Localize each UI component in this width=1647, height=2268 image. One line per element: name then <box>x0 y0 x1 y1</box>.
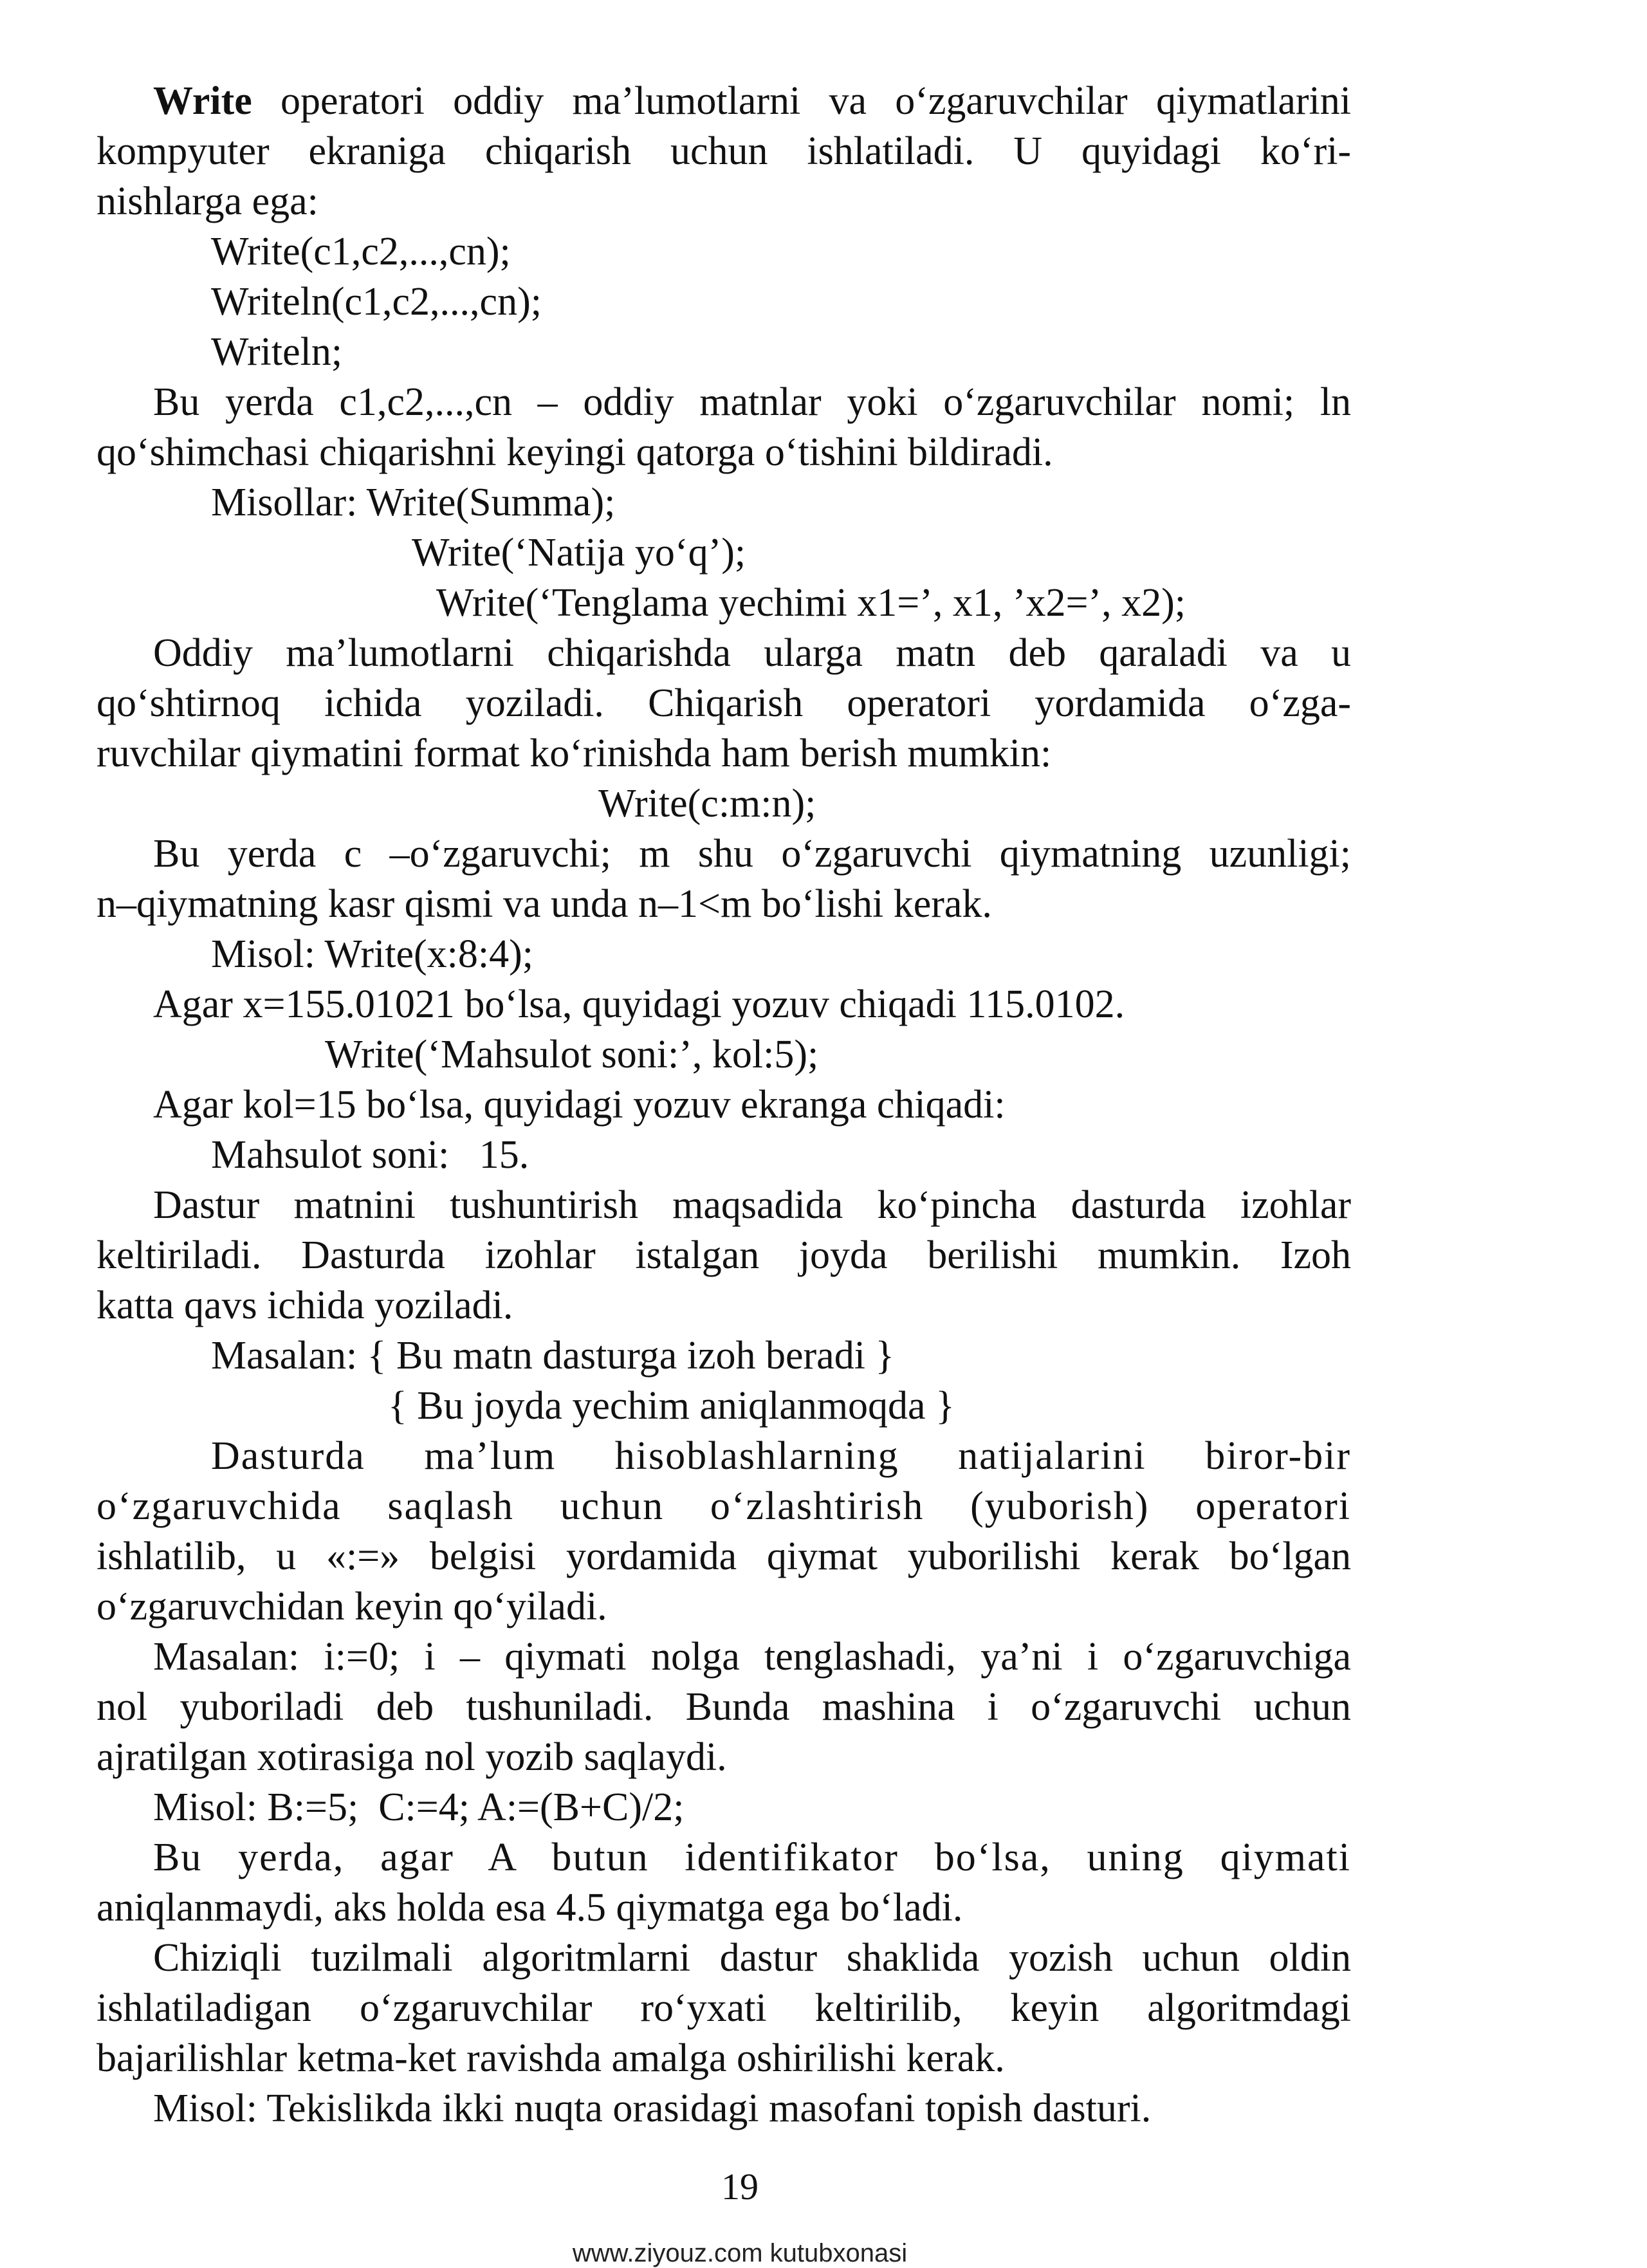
code-line: Masalan: { Bu matn dasturga izoh beradi } <box>211 1334 895 1378</box>
text-line: Bu yerda c1,c2,...,cn – oddiy matnlar yoki o‘zgaruvchilar nomi; ln <box>153 380 1351 424</box>
page-number: 19 <box>721 2166 759 2208</box>
code-line: Write(c1,c2,...,cn); <box>211 230 511 273</box>
text-line: Chiziqli tuzilmali algoritmlarni dastur shaklida yozish uchun oldin <box>153 1936 1351 1980</box>
text-line: bajarilishlar ketma-ket ravishda amalga oshirilishi kerak. <box>97 2036 1005 2080</box>
text-line: Agar kol=15 bo‘lsa, quyidagi yozuv ekranga chiqadi: <box>153 1083 1006 1127</box>
text-line: qo‘shimchasi chiqarishni keyingi qatorga o‘tishini bildiradi. <box>97 430 1053 474</box>
text-line: ajratilgan xotirasiga nol yozib saqlaydi. <box>97 1735 727 1779</box>
code-line: Write(‘Natija yo‘q’); <box>412 531 746 575</box>
text-line: o‘zgaruvchidan keyin qo‘yiladi. <box>97 1585 607 1628</box>
text-line: n–qiymatning kasr qismi va unda n–1<m bo‘lishi kerak. <box>97 882 992 926</box>
text-line: Masalan: i:=0; i – qiymati nolga tenglashadi, ya’ni i o‘zgaruvchiga <box>153 1635 1351 1679</box>
footer-url: www.ziyouz.com kutubxonasi <box>572 2239 908 2267</box>
code-line: Misol: Write(x:8:4); <box>211 932 533 976</box>
code-line: Writeln(c1,c2,...,cn); <box>211 280 542 324</box>
text-line: Bu yerda, agar A butun identifikator bo‘lsa, uning qiymati <box>153 1836 1351 1879</box>
text-line: kompyuter ekraniga chiqarish uchun ishlatiladi. U quyidagi ko‘ri- <box>97 129 1351 173</box>
code-line: Misol: B:=5; C:=4; A:=(B+C)/2; <box>153 1785 685 1829</box>
text-line: Oddiy ma’lumotlarni chiqarishda ularga matn deb qaraladi va u <box>153 631 1351 675</box>
code-line: { Bu joyda yechim aniqlanmoqda } <box>388 1384 955 1428</box>
text-line: Dasturda ma’lum hisoblashlarning natijalarini biror-bir <box>211 1434 1351 1478</box>
code-line: Mahsulot soni: 15. <box>211 1133 529 1177</box>
text-line: keltiriladi. Dasturda izohlar istalgan joyda berilishi mumkin. Izoh <box>97 1233 1351 1277</box>
text-line: nol yuboriladi deb tushuniladi. Bunda mashina i o‘zgaruvchi uchun <box>97 1685 1351 1729</box>
text-line: Dastur matnini tushuntirish maqsadida ko‘pincha dasturda izohlar <box>153 1183 1351 1227</box>
text-line: aniqlanmaydi, aks holda esa 4.5 qiymatga ega bo‘ladi. <box>97 1886 963 1930</box>
text-line: Misol: Tekislikda ikki nuqta orasidagi masofani topish dasturi. <box>153 2087 1152 2130</box>
text-line: ishlatiladigan o‘zgaruvchilar ro‘yxati keltirilib, keyin algoritmdagi <box>97 1986 1351 2030</box>
text-line <box>153 76 1351 126</box>
code-line: Write(‘Mahsulot soni:’, kol:5); <box>325 1033 819 1076</box>
text-line-rest: operatori oddiy ma’lumotlarni va o‘zgaruvchilar qiymatlarini <box>252 79 1351 123</box>
code-line: Misollar: Write(Summa); <box>211 481 616 524</box>
text-line: katta qavs ichida yoziladi. <box>97 1284 513 1327</box>
text-line: Bu yerda c –o‘zgaruvchi; m shu o‘zgaruvchi qiymatning uzunligi; <box>153 832 1351 876</box>
code-line: Write(‘Tenglama yechimi x1=’, x1, ’x2=’, x2); <box>436 581 1186 625</box>
text-line: nishlarga ega: <box>97 180 318 223</box>
code-line: Writeln; <box>211 330 343 374</box>
text-line: qo‘shtirnoq ichida yoziladi. Chiqarish operatori yordamida o‘zga- <box>97 681 1351 725</box>
text-line: o‘zgaruvchida saqlash uchun o‘zlashtirish (yuborish) operatori <box>97 1484 1351 1528</box>
bold-keyword: Write <box>153 79 252 123</box>
text-line: ruvchilar qiymatini format ko‘rinishda ham berish mumkin: <box>97 732 1052 775</box>
code-line: Write(c:m:n); <box>598 782 816 825</box>
text-line: Agar x=155.01021 bo‘lsa, quyidagi yozuv chiqadi 115.0102. <box>153 982 1125 1026</box>
text-line: ishlatilib, u «:=» belgisi yordamida qiymat yuborilishi kerak bo‘lgan <box>97 1535 1351 1578</box>
